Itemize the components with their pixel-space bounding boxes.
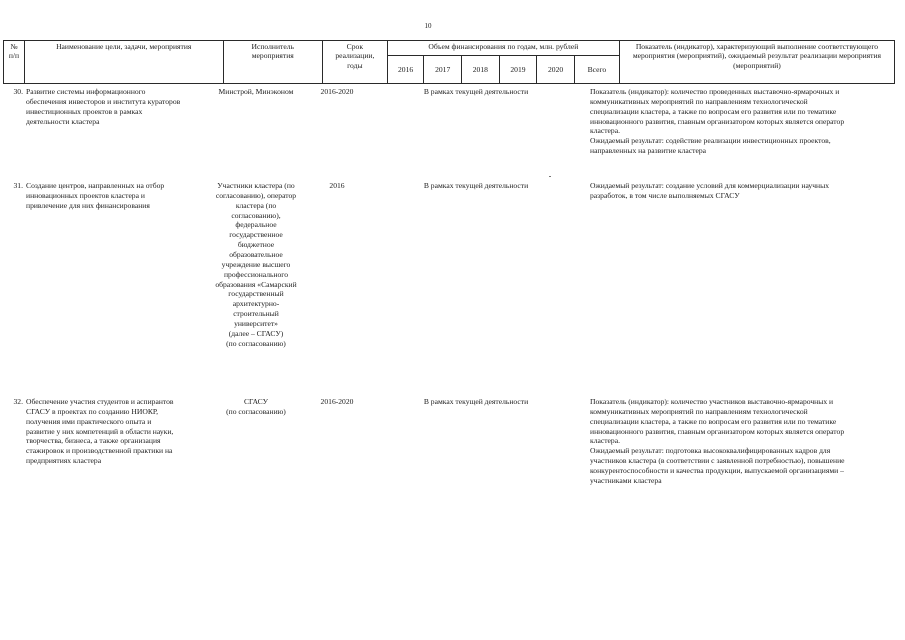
row-30-indicator: Показатель (индикатор): количество проведенных выставочно-ярмарочных и коммуникативных мероприятий по направлениям технологической специализации кластера, а также по вопросам его развития или по тематике инновационного развития, главным организатором которых является оператор кластера. Ожидаемый результат: содействие реализации инвестиционных проектов, направленных на развитие кластера bbox=[590, 87, 845, 156]
header-financing: Объем финансирования по годам, млн. рублей bbox=[387, 41, 619, 56]
row-32-term: 2016-2020 bbox=[320, 397, 354, 406]
table-header bbox=[3, 40, 895, 84]
row-31-financing: В рамках текущей деятельности bbox=[423, 181, 529, 190]
header-year-2020: 2020 bbox=[537, 56, 575, 84]
row-32-name: Обеспечение участия студентов и аспирантов СГАСУ в проектах по созданию НИОКР, получения ими практического опыта и развитие у них компетенций в области науки, творчества, бизнеса, а также организация стажировок и производственной практики на предприятиях кластера bbox=[26, 397, 174, 466]
page-number: 10 bbox=[424, 22, 432, 30]
row-31-num: 31. bbox=[13, 181, 23, 190]
row-31-term: 2016 bbox=[329, 181, 345, 190]
row-30-name: Развитие системы информационного обеспечения инвесторов и института кураторов инвестиционных проектов в рамках деятельности кластера bbox=[26, 87, 181, 126]
scan-dot bbox=[549, 176, 551, 177]
row-30-num: 30. bbox=[13, 87, 23, 96]
row-30-executor: Минстрой, Минэконом bbox=[218, 87, 294, 96]
row-32-executor: СГАСУ (по согласованию) bbox=[226, 397, 286, 416]
row-32-indicator: Показатель (индикатор): количество участников выставочно-ярмарочных и коммуникативных мероприятий по направлениям технологической специализации кластера, а также по вопросам его развития или по тематике инновационного развития, главным организатором которых является оператор кластера. Ожидаемый результат: подготовка высококвалифицированных кадров для участников кластера (в соответствии с заявленной потребностью), повышение конкурентоспособности и качества продукции, выпускаемой организациями – участниками кластера bbox=[590, 397, 845, 485]
header-indicator: Показатель (индикатор), характеризующий выполнение соответствующего мероприятия (мероприятий), ожидаемый результат реализации мероприятия (мероприятий) bbox=[619, 41, 894, 84]
header-num: № п/п bbox=[4, 41, 25, 84]
header-year-2019: 2019 bbox=[499, 56, 537, 84]
row-31-executor: Участники кластера (по согласованию), оператор кластера (по согласованию), федеральное государственное бюджетное образовательное учреждение высшего профессионального образования «Самарский государственный архитектурно- строительный университет» (далее – СГАСУ) (по согласованию) bbox=[215, 181, 297, 348]
header-executor: Исполнитель мероприятия bbox=[223, 41, 322, 84]
row-31-name: Создание центров, направленных на отбор инновационных проектов кластера и привлечение для них финансирования bbox=[26, 181, 165, 210]
header-year-2018: 2018 bbox=[462, 56, 500, 84]
row-32-financing: В рамках текущей деятельности bbox=[423, 397, 529, 406]
row-31-indicator: Ожидаемый результат: создание условий для коммерциализации научных разработок, в том числе выполняемых СГАСУ bbox=[590, 181, 830, 200]
header-year-2016: 2016 bbox=[387, 56, 424, 84]
row-30-term: 2016-2020 bbox=[320, 87, 354, 96]
header-total: Всего bbox=[574, 56, 619, 84]
header-term: Срок реализации, годы bbox=[322, 41, 387, 84]
header-year-2017: 2017 bbox=[424, 56, 462, 84]
row-30-financing: В рамках текущей деятельности bbox=[423, 87, 529, 96]
header-name: Наименование цели, задачи, мероприятия bbox=[24, 41, 223, 84]
row-32-num: 32. bbox=[13, 397, 23, 406]
